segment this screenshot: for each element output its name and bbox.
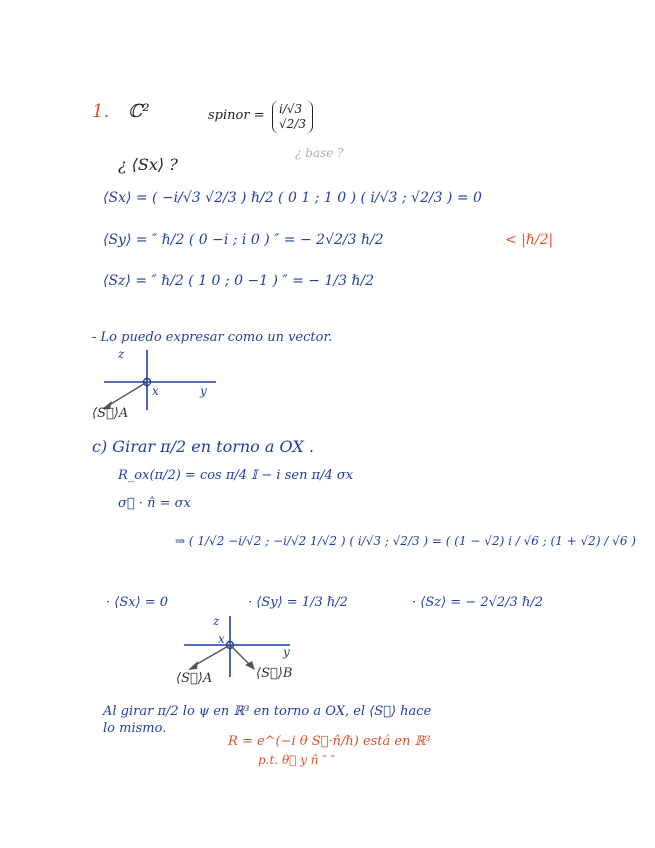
diagram1-x-label: x (152, 384, 159, 398)
arrowhead-icon (188, 661, 198, 670)
diagram2-x-label: x (218, 632, 225, 646)
spin-vector-a (192, 645, 230, 667)
diagram1-y-label: y (200, 384, 207, 398)
expectation-question: ¿ ⟨Sx⟩ ? (118, 155, 178, 174)
rotated-spinor-line: ⇒ ( 1/√2 −i/√2 ; −i/√2 1/√2 ) ( i/√3 ; √2/3 ) = ( (1 − √2) i / √6 ; (1 + √2) / √6 ) (175, 534, 636, 548)
space-symbol: ℂ² (128, 101, 150, 122)
sz-expectation-line: ⟨Sz⟩ = ″ ℏ/2 ( 1 0 ; 0 −1 ) ″ = − 1/3 ℏ/2 (103, 273, 375, 289)
diagram2-z-label: z (213, 614, 220, 628)
diagram2-y-label: y (283, 645, 290, 659)
spinor-label: spinor = (208, 108, 265, 123)
rotated-sy-result: · ⟨Sy⟩ = 1/3 ℏ/2 (248, 595, 348, 610)
diagram1-z-label: z (118, 347, 125, 361)
sigma-dot-n-line: σ⃗ · n̂ = σx (118, 496, 191, 511)
spinor-component-1: i/√3 (279, 102, 303, 116)
part-c-title: c) Girar π/2 en torno a OX . (92, 437, 314, 456)
rotation-formula-note: p.t. θ⃗ y n̂ ″ ″ (258, 753, 336, 767)
diagram2-label-a: ⟨S⃗⟩A (176, 671, 213, 686)
problem-number: 1. (92, 101, 110, 122)
sy-expectation-line: ⟨Sy⟩ = ″ ℏ/2 ( 0 −i ; i 0 ) ″ = − 2√2/3 ℏ/2 (103, 232, 384, 248)
closing-line-1: Al girar π/2 lo ψ en ℝ³ en torno a OX, el ⟨S⃗⟩ hace (103, 704, 432, 719)
diagram1-vector-label: ⟨S⃗⟩A (92, 406, 129, 421)
aside-note: ¿ base ? (295, 146, 344, 160)
spin-vector-a (106, 382, 147, 407)
sx-expectation-line: ⟨Sx⟩ = ( −i/√3 √2/3 ) ℏ/2 ( 0 1 ; 1 0 ) ( i/√3 ; √2/3 ) = 0 (103, 190, 482, 206)
rotation-operator-line: R_ox(π/2) = cos π/4 𝕀 − i sen π/4 σx (118, 468, 354, 483)
sy-inequality: < |ℏ/2| (505, 232, 554, 248)
rotated-sz-result: · ⟨Sz⟩ = − 2√2/3 ℏ/2 (412, 595, 543, 610)
diagram2-label-b: ⟨S⃗⟩B (256, 666, 293, 681)
spinor-component-2: √2/3 (279, 117, 306, 131)
rotation-formula: R = e^(−i θ S⃗·n̂/ℏ) está en ℝ³ (228, 734, 431, 749)
vector-note: - Lo puedo expresar como un vector. (92, 330, 333, 345)
closing-line-2: lo mismo. (103, 721, 167, 736)
rotated-sx-result: · ⟨Sx⟩ = 0 (106, 595, 169, 610)
spinor-vector (272, 100, 313, 134)
